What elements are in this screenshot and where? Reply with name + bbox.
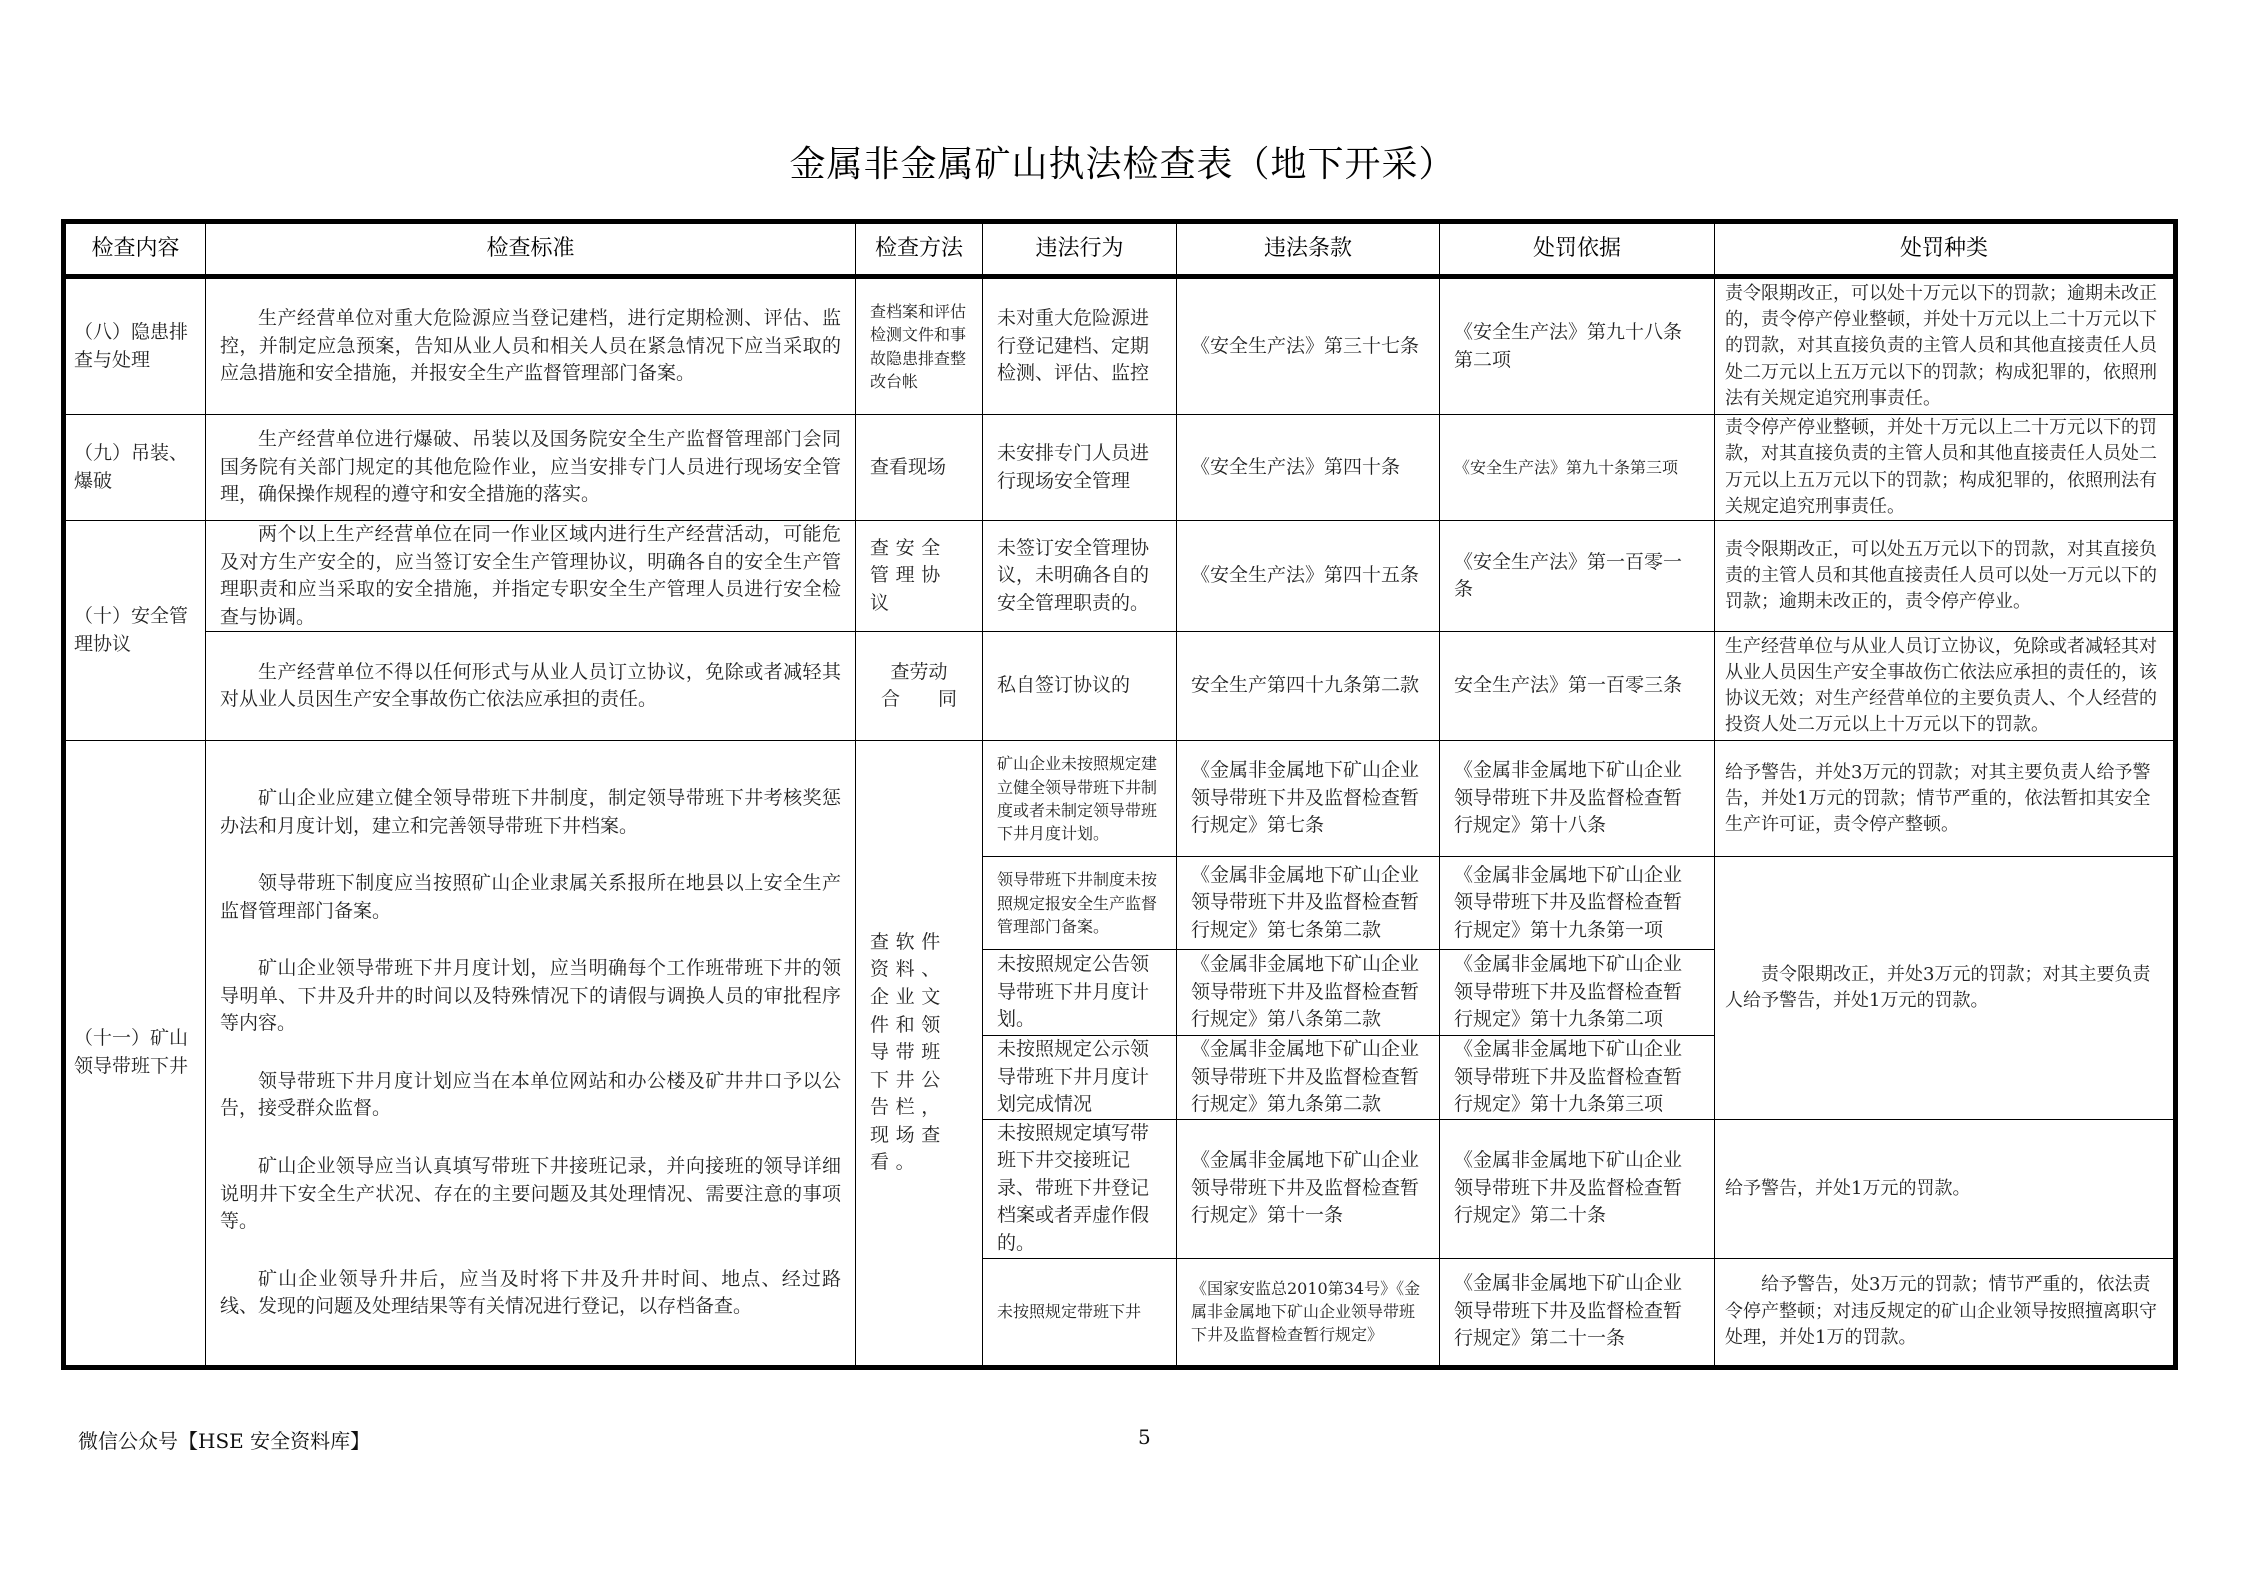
inspection-method: 查安全管理协议 xyxy=(856,521,983,632)
standard-text: 生产经营单位不得以任何形式与从业人员订立协议，免除或者减轻其对从业人员因生产安全事故伤亡依法应承担的责任。 xyxy=(220,660,841,711)
penalty-basis: 《金属非金属地下矿山企业领导带班下井及监督检查暂行规定》第十八条 xyxy=(1440,741,1715,857)
penalty-basis: 《金属非金属地下矿山企业领导带班下井及监督检查暂行规定》第二十一条 xyxy=(1440,1258,1715,1367)
violated-article: 《安全生产法》第三十七条 xyxy=(1177,277,1440,415)
standard-text: 两个以上生产经营单位在同一作业区域内进行生产经营活动，可能危及对方生产安全的，应当签订安全生产管理协议，明确各自的安全生产管理职责和应当采取的安全措施，并指定专职安全生产管理人员进行安全检查与协调。 xyxy=(220,523,841,628)
penalty-type: 责令停产停业整顿，并处十万元以上二十万元以下的罚款，对其直接负责的主管人员和其他直接责任人员处二万元以上五万元以下的罚款；构成犯罪的，依照刑法有关规定追究刑事责任。 xyxy=(1715,415,2176,521)
penalty-basis: 《金属非金属地下矿山企业领导带班下井及监督检查暂行规定》第十九条第二项 xyxy=(1440,950,1715,1036)
header-article: 违法条款 xyxy=(1177,222,1440,277)
inspection-method: 查档案和评估检测文件和事故隐患排查整改台帐 xyxy=(856,277,983,415)
penalty-type: 给予警告，并处3万元的罚款；对其主要负责人给予警告，并处1万元的罚款；情节严重的，依法暂扣其安全生产许可证，责令停产整顿。 xyxy=(1715,741,2176,857)
footer-source: 微信公众号【HSE 安全资料库】 xyxy=(78,1429,371,1453)
table-row xyxy=(64,632,2176,741)
violation: 未安排专门人员进行现场安全管理 xyxy=(983,415,1177,521)
violated-article: 《金属非金属地下矿山企业领导带班下井及监督检查暂行规定》第七条 xyxy=(1177,741,1440,857)
violation: 未按照规定公告领导带班下井月度计划。 xyxy=(983,950,1177,1036)
inspection-method: 查软件资料、企业文件和领导带班下井公告栏，现场查看。 xyxy=(856,741,983,1367)
penalty-basis: 《安全生产法》第九十条第三项 xyxy=(1440,415,1715,521)
header-method: 检查方法 xyxy=(856,222,983,277)
table-row xyxy=(64,277,2176,415)
penalty-basis: 《金属非金属地下矿山企业领导带班下井及监督检查暂行规定》第十九条第一项 xyxy=(1440,857,1715,950)
inspection-standard xyxy=(206,521,856,632)
standard-text: 领导带班下制度应当按照矿山企业隶属关系报所在地县以上安全生产监督管理部门备案。 xyxy=(220,872,841,922)
violation: 私自签订协议的 xyxy=(983,632,1177,741)
inspection-content: （八）隐患排查与处理 xyxy=(64,277,206,415)
violated-article: 安全生产第四十九条第二款 xyxy=(1177,632,1440,741)
inspection-method xyxy=(856,632,983,741)
penalty-basis: 《金属非金属地下矿山企业领导带班下井及监督检查暂行规定》第十九条第三项 xyxy=(1440,1036,1715,1120)
penalty-type: 责令限期改正，可以处五万元以下的罚款，对其直接负责的主管人员和其他直接责任人员可以处一万元以下的罚款；逾期未改正的，责令停产停业。 xyxy=(1715,521,2176,632)
header-row xyxy=(64,222,2176,277)
violated-article: 《国家安监总2010第34号》《金属非金属地下矿山企业领导带班下井及监督检查暂行规定》 xyxy=(1177,1258,1440,1367)
penalty-type: 给予警告，处3万元的罚款；情节严重的，依法责令停产整顿；对违反规定的矿山企业领导按照擅离职守处理，并处1万的罚款。 xyxy=(1715,1258,2176,1367)
document-title: 金属非金属矿山执法检查表（地下开采） xyxy=(789,144,1456,185)
violated-article: 《安全生产法》第四十五条 xyxy=(1177,521,1440,632)
standard-text: 矿山企业应建立健全领导带班下井制度，制定领导带班下井考核奖惩办法和月度计划，建立和完善领导带班下井档案。 xyxy=(220,787,841,837)
inspection-standard xyxy=(206,277,856,415)
violation: 矿山企业未按照规定建立健全领导带班下井制度或者未制定领导带班下井月度计划。 xyxy=(983,741,1177,857)
inspection-method: 查看现场 xyxy=(856,415,983,521)
penalty-type: 责令限期改正，并处3万元的罚款；对其主要负责人给予警告，并处1万元的罚款。 xyxy=(1715,857,2176,1120)
violated-article: 《金属非金属地下矿山企业领导带班下井及监督检查暂行规定》第九条第二款 xyxy=(1177,1036,1440,1120)
method-line: 查劳动 xyxy=(890,660,948,683)
penalty-basis: 《安全生产法》第九十八条第二项 xyxy=(1440,277,1715,415)
violation: 领导带班下井制度未按照规定报安全生产监督管理部门备案。 xyxy=(983,857,1177,950)
penalty-type: 生产经营单位与从业人员订立协议，免除或者减轻其对从业人员因生产安全事故伤亡依法应承担的责任的，该协议无效；对生产经营单位的主要负责人、个人经营的投资人处二万元以上十万元以下的罚款。 xyxy=(1715,632,2176,741)
standard-text: 矿山企业领导带班下井月度计划，应当明确每个工作班带班下井的领导明单、下井及升井的时间以及特殊情况下的请假与调换人员的审批程序等内容。 xyxy=(220,957,841,1035)
standard-text: 生产经营单位进行爆破、吊装以及国务院安全生产监督管理部门会同国务院有关部门规定的其他危险作业，应当安排专门人员进行现场安全管理，确保操作规程的遵守和安全措施的落实。 xyxy=(220,428,841,506)
inspection-standard xyxy=(206,415,856,521)
violation: 未签订安全管理协议，未明确各自的安全管理职责的。 xyxy=(983,521,1177,632)
inspection-standard xyxy=(206,741,856,1367)
table-row xyxy=(64,415,2176,521)
penalty-type: 给予警告，并处1万元的罚款。 xyxy=(1715,1119,2176,1258)
header-basis: 处罚依据 xyxy=(1440,222,1715,277)
violated-article: 《金属非金属地下矿山企业领导带班下井及监督检查暂行规定》第七条第二款 xyxy=(1177,857,1440,950)
table-row xyxy=(64,521,2176,632)
violation: 未按照规定填写带班下井交接班记录、带班下井登记档案或者弄虚作假的。 xyxy=(983,1119,1177,1258)
inspection-content: （十一）矿山领导带班下井 xyxy=(64,741,206,1367)
inspection-table xyxy=(61,219,2178,1370)
header-standard: 检查标准 xyxy=(206,222,856,277)
header-penalty: 处罚种类 xyxy=(1715,222,2176,277)
violation: 未对重大危险源进行登记建档、定期检测、评估、监控 xyxy=(983,277,1177,415)
table-row xyxy=(64,741,2176,857)
standard-text: 矿山企业领导升井后，应当及时将下井及升井时间、地点、经过路线、发现的问题及处理结果等有关情况进行登记，以存档备查。 xyxy=(220,1267,841,1318)
method-line: 合 同 xyxy=(880,688,957,711)
standard-text: 生产经营单位对重大危险源应当登记建档，进行定期检测、评估、监控，并制定应急预案，告知从业人员和相关人员在紧急情况下应当采取的应急措施和安全措施，并报安全生产监督管理部门备案。 xyxy=(220,307,841,385)
violated-article: 《金属非金属地下矿山企业领导带班下井及监督检查暂行规定》第十一条 xyxy=(1177,1119,1440,1258)
penalty-type: 责令限期改正，可以处十万元以下的罚款；逾期未改正的，责令停产停业整顿，并处十万元以上二十万元以下的罚款，对其直接负责的主管人员和其他直接责任人员处二万元以上五万元以下的罚款；构成犯罪的，依照刑法有关规定追究刑事责任。 xyxy=(1715,277,2176,415)
inspection-content: （九）吊装、爆破 xyxy=(64,415,206,521)
penalty-basis: 《金属非金属地下矿山企业领导带班下井及监督检查暂行规定》第二十条 xyxy=(1440,1119,1715,1258)
violated-article: 《安全生产法》第四十条 xyxy=(1177,415,1440,521)
page-number: 5 xyxy=(1138,1425,1151,1449)
violation: 未按照规定公示领导带班下井月度计划完成情况 xyxy=(983,1036,1177,1120)
standard-text: 领导带班下井月度计划应当在本单位网站和办公楼及矿井井口予以公告，接受群众监督。 xyxy=(220,1069,841,1120)
violated-article: 《金属非金属地下矿山企业领导带班下井及监督检查暂行规定》第八条第二款 xyxy=(1177,950,1440,1036)
penalty-basis: 《安全生产法》第一百零一条 xyxy=(1440,521,1715,632)
standard-text: 矿山企业领导应当认真填写带班下井接班记录，并向接班的领导详细说明井下安全生产状况、存在的主要问题及其处理情况、需要注意的事项等。 xyxy=(220,1154,841,1233)
inspection-content: （十）安全管理协议 xyxy=(64,521,206,741)
header-violation: 违法行为 xyxy=(983,222,1177,277)
header-content: 检查内容 xyxy=(64,222,206,277)
inspection-standard xyxy=(206,632,856,741)
penalty-basis: 安全生产法》第一百零三条 xyxy=(1440,632,1715,741)
violation: 未按照规定带班下井 xyxy=(983,1258,1177,1367)
